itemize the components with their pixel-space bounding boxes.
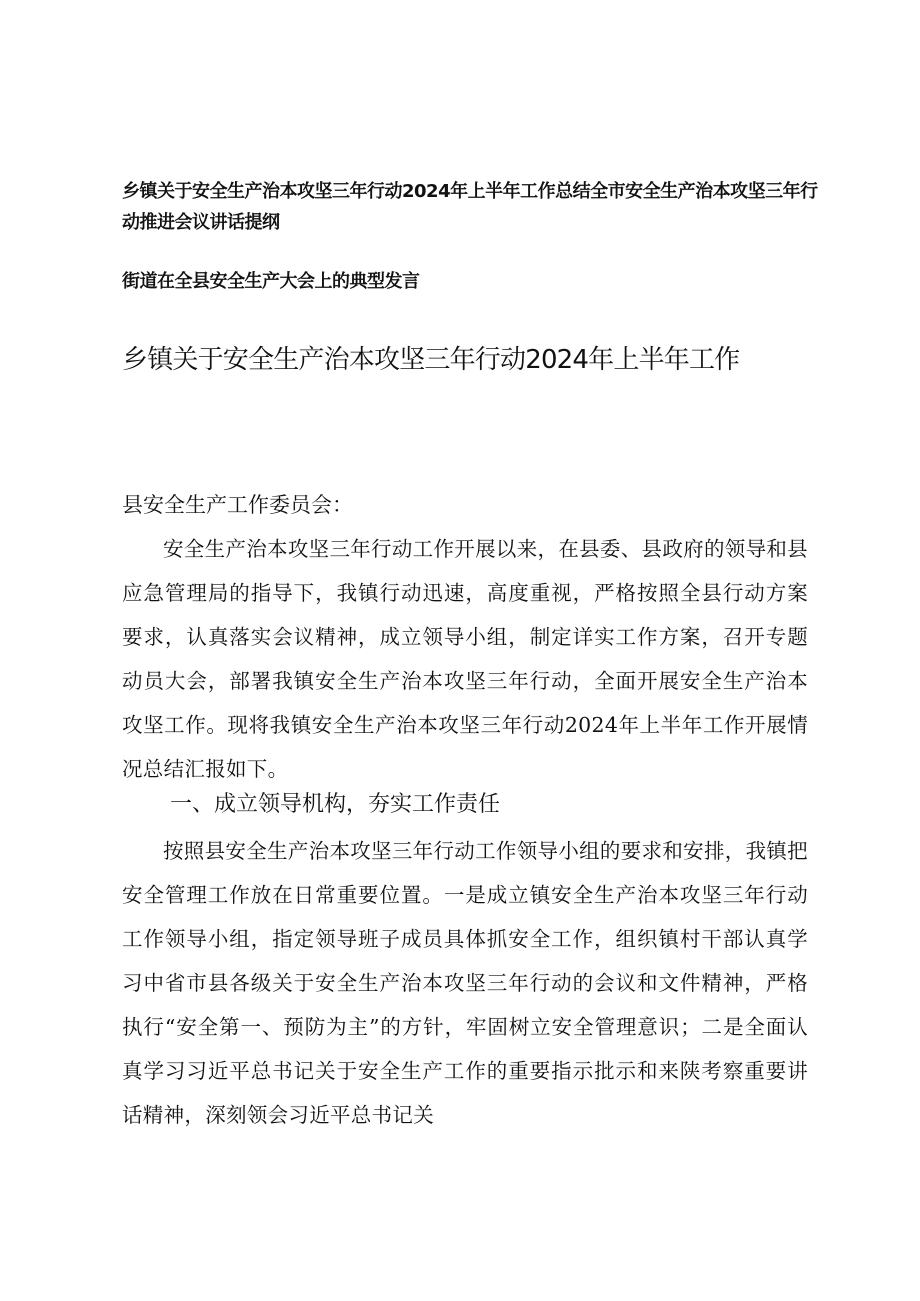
related-document-title: 乡镇关于安全生产治本攻坚三年行动2024年上半年工作总结全市安全生产治本攻坚三年行动推进会议讲话提纲 <box>122 181 818 233</box>
salutation: 县安全生产工作委员会： <box>122 493 353 517</box>
document-title: 乡镇关于安全生产治本攻坚三年行动2024年上半年工作 <box>122 345 740 375</box>
related-document-subtitle: 街道在全县安全生产大会上的典型发言 <box>122 271 420 292</box>
section-paragraph: 按照县安全生产治本攻坚三年行动工作领导小组的要求和安排，我镇把安全管理工作放在日常重要位置。一是成立镇安全生产治本攻坚三年行动工作领导小组，指定领导班子成员具体抓安全工作，组织镇村干部认真学习中省市县各级关于安全生产治本攻坚三年行动的会议和文件精神，严格执行“安全第一、预防为主”的方针，牢固树立安全管理意识；二是全面认真学习习近平总书记关于安全生产工作的重要指示批示和来陕考察重要讲话精神，深刻领会习近平总书记关 <box>122 839 808 1127</box>
section-heading: 一、成立领导机构，夯实工作责任 <box>170 792 501 817</box>
intro-paragraph: 安全生产治本攻坚三年行动工作开展以来，在县委、县政府的领导和县应急管理局的指导下，我镇行动迅速，高度重视，严格按照全县行动方案要求，认真落实会议精神，成立领导小组，制定详实工作方案，召开专题动员大会，部署我镇安全生产治本攻坚三年行动，全面开展安全生产治本攻坚工作。现将我镇安全生产治本攻坚三年行动2024年上半年工作开展情况总结汇报如下。 <box>122 537 808 781</box>
